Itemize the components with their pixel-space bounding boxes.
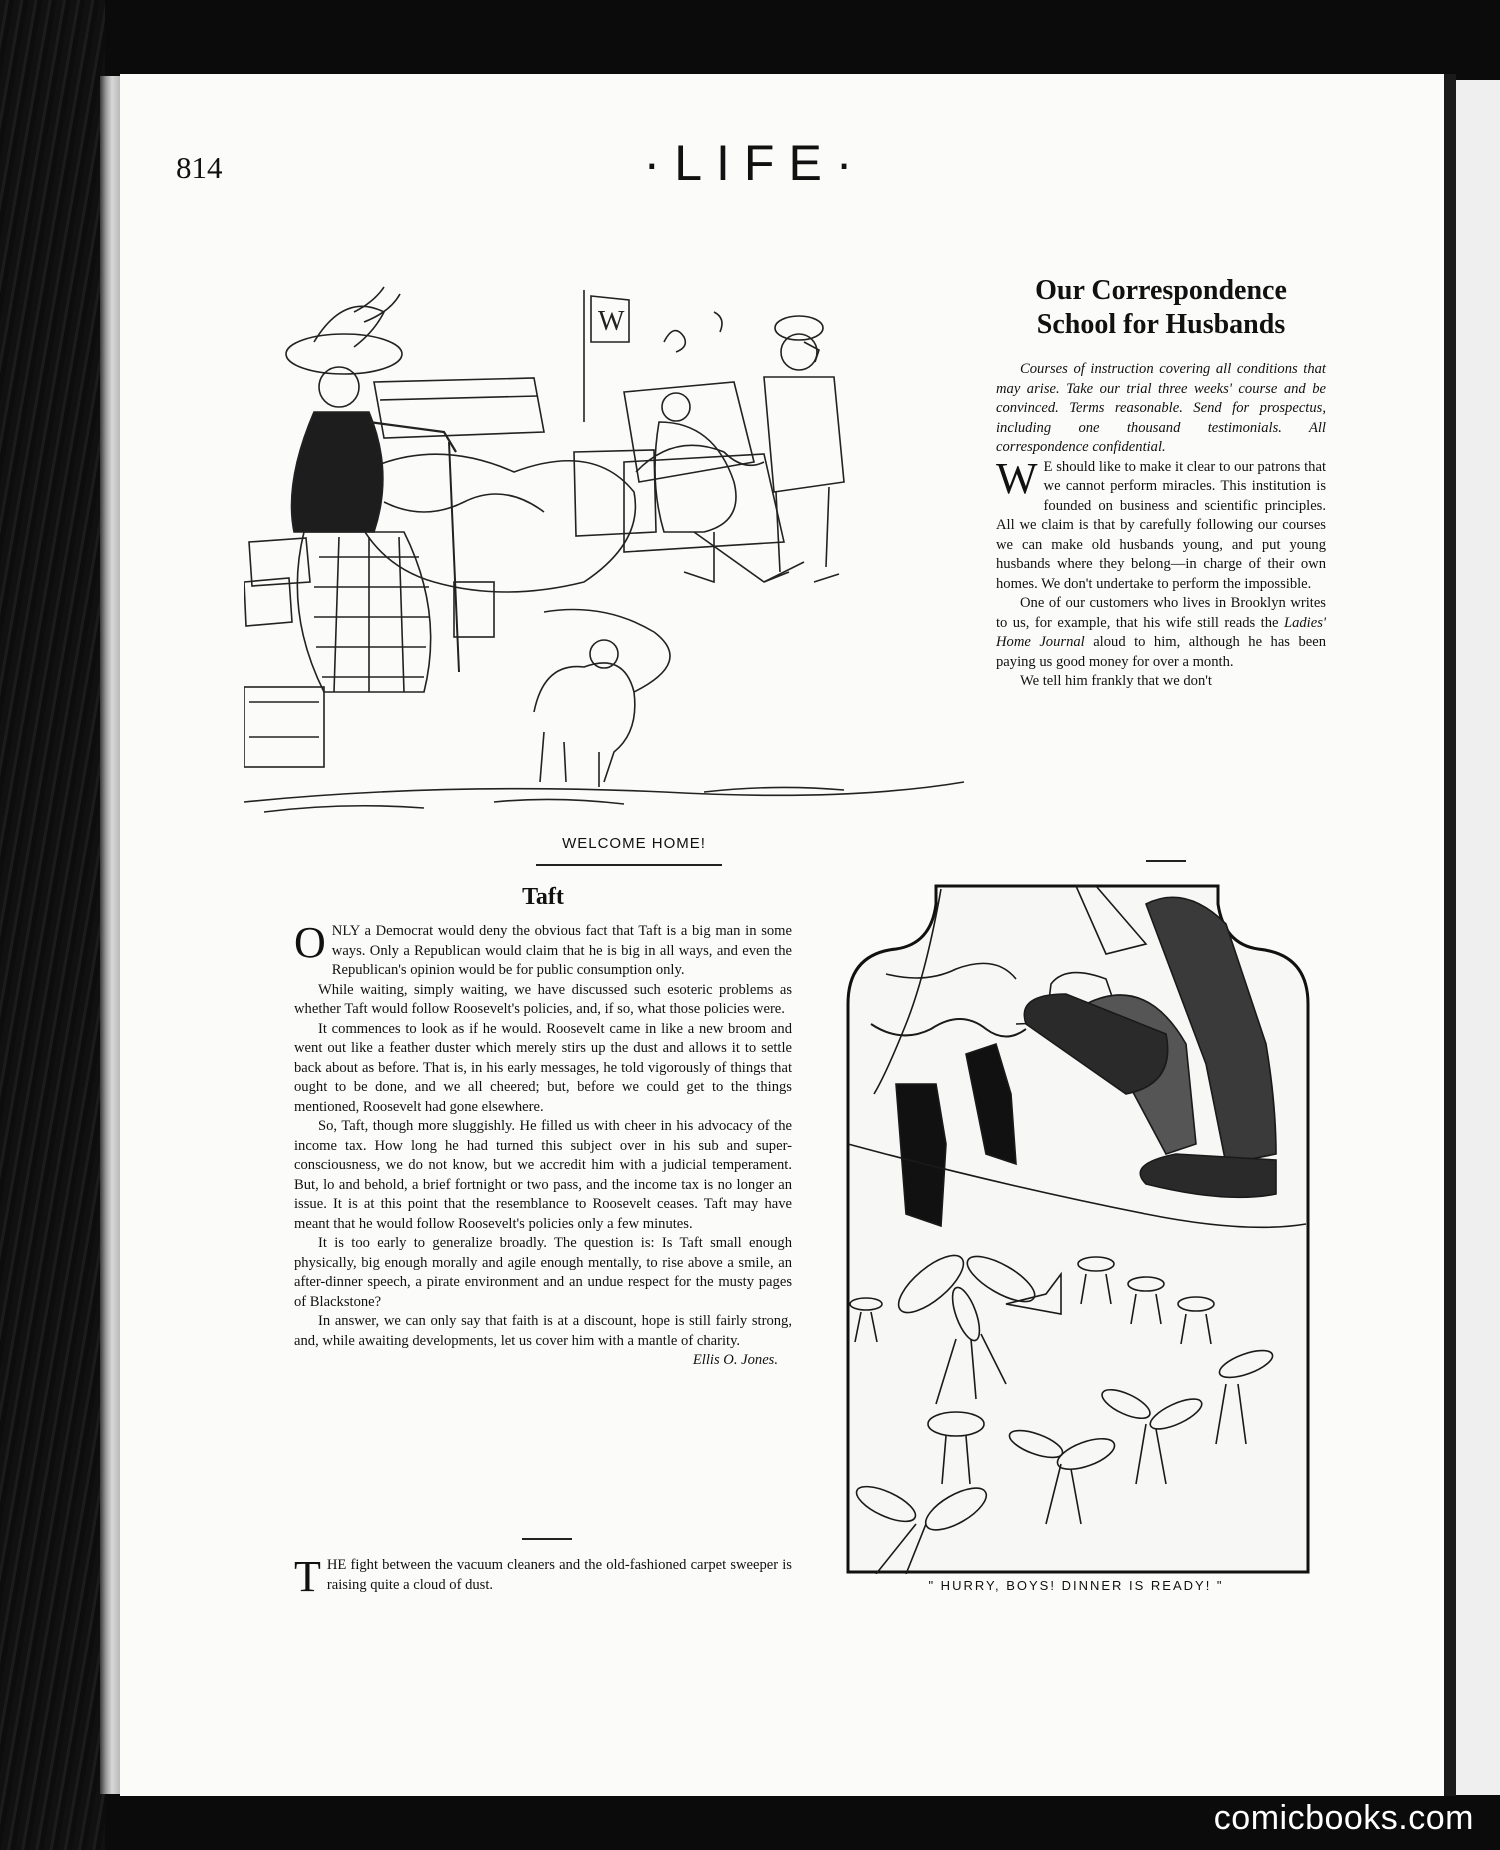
column-end-rule (1146, 860, 1186, 862)
vacuum-paragraph (294, 1552, 792, 1601)
section-rule (522, 1538, 572, 1540)
correspondence-title-line2: School for Husbands (1036, 309, 1286, 340)
vacuum-text: HE fight between the vacuum cleaners and the old-fashioned carpet sweeper is raising quite a cloud of dust. (326, 1557, 792, 1593)
masthead: ·LIFE· (643, 135, 867, 191)
mosquito-drawing (846, 884, 1310, 1574)
mosquito-caption: " HURRY, BOYS! DINNER IS READY! " (928, 1578, 1224, 1593)
correspondence-p2-tail: aloud to him, although he has been paying us good money for over a month. (996, 634, 1327, 670)
correspondence-dropcap: W (996, 453, 1038, 503)
correspondence-deck: Courses of instruction covering all conditions that may arise. Take our trial three weeks' course and be convinced. Terms reasonable. Send for prospectus, including one thousand testimonials. All correspondence confidential. (996, 361, 1326, 455)
taft-paragraph-3: It commences to look as if he would. Roosevelt came in like a new broom and went out like a feather duster which merely stirs up the dust and allows it to settle back about as before. That is, in his early messages, he told vigorously of things that ought to be done, and we all cheered; but, before we could get to the things mentioned, Roosevelt had gone elsewhere. (294, 1020, 792, 1115)
correspondence-paragraph-3: We tell him frankly that we don't (1020, 673, 1212, 689)
mosquito-illustration (846, 884, 1310, 1574)
correspondence-p2-text: One of our customers who lives in Brooklyn writes to us, for example, that his wife still reads the (996, 595, 1326, 631)
book-gutter (1444, 74, 1456, 1796)
svg-text:W: W (598, 306, 625, 337)
caption-rule (536, 864, 722, 866)
taft-byline: Ellis O. Jones. (692, 1352, 778, 1368)
correspondence-article (996, 274, 1326, 692)
scanner-edge (0, 0, 105, 1850)
page-number: 814 (176, 150, 223, 185)
correspondence-paragraph-1 (996, 453, 1326, 595)
taft-paragraph-4: So, Taft, though more sluggishly. He filled us with cheer in his advocacy of the income tax. How long he had turned this subject over in his sub and super-consciousness, we do not know, but we accredit him with a judicial temperament. But, lo and behold, a brief fortnight or two pass, and the income tax is no longer an issue. It is at this point that the resemblance to Roosevelt ceases. Taft may have meant that he would follow Roosevelt's policies only a few minutes. (294, 1118, 792, 1232)
ladies-home-journal-title: Ladies' Home Journal (996, 614, 1326, 650)
welcome-home-drawing (244, 282, 974, 822)
taft-dropcap: O (294, 918, 326, 967)
site-watermark: comicbooks.com (1213, 1799, 1474, 1837)
taft-article (294, 880, 792, 1371)
taft-paragraph-1 (294, 918, 792, 981)
correspondence-title-line1: Our Correspondence (1035, 275, 1287, 306)
taft-paragraph-2: While waiting, simply waiting, we have discussed such esoteric problems as whether Taft would follow Roosevelt's policies, and, if so, what those policies were. (294, 981, 792, 1017)
taft-p1-text: NLY a Democrat would deny the obvious fact that Taft is a big man in some ways. Only a Republican would claim that he is big in all ways, and even the Republican's opinion would be for public consumption only. (331, 923, 792, 978)
taft-paragraph-5: It is too early to generalize broadly. The question is: Is Taft small enough physically, big enough morally and agile enough mentally, to rise above a smile, an after-dinner speech, a pirate environment and an undue respect for the musty pages of Blackstone? (294, 1235, 792, 1310)
vacuum-text-block (294, 1552, 792, 1601)
correspondence-p1-text: E should like to make it clear to our patrons that we cannot perform miracles. This institution is founded on business and scientific principles. All we claim is that by carefully following our courses we can make old husbands young, and put young husbands where they belong—in charge of their own homes. We don't undertake to perform the impossible. (996, 458, 1326, 592)
welcome-home-caption: WELCOME HOME! (562, 835, 706, 852)
facing-page-edge (1456, 80, 1500, 1795)
vacuum-dropcap: T (294, 1552, 321, 1601)
taft-paragraph-6: In answer, we can only say that faith is at a discount, hope is still fairly strong, and, while awaiting developments, let us cover him with a mantle of charity. (294, 1313, 792, 1349)
welcome-home-illustration (244, 282, 974, 822)
taft-title: Taft (522, 884, 564, 910)
correspondence-paragraph-2 (996, 594, 1326, 672)
page-stack-edge (100, 76, 120, 1794)
